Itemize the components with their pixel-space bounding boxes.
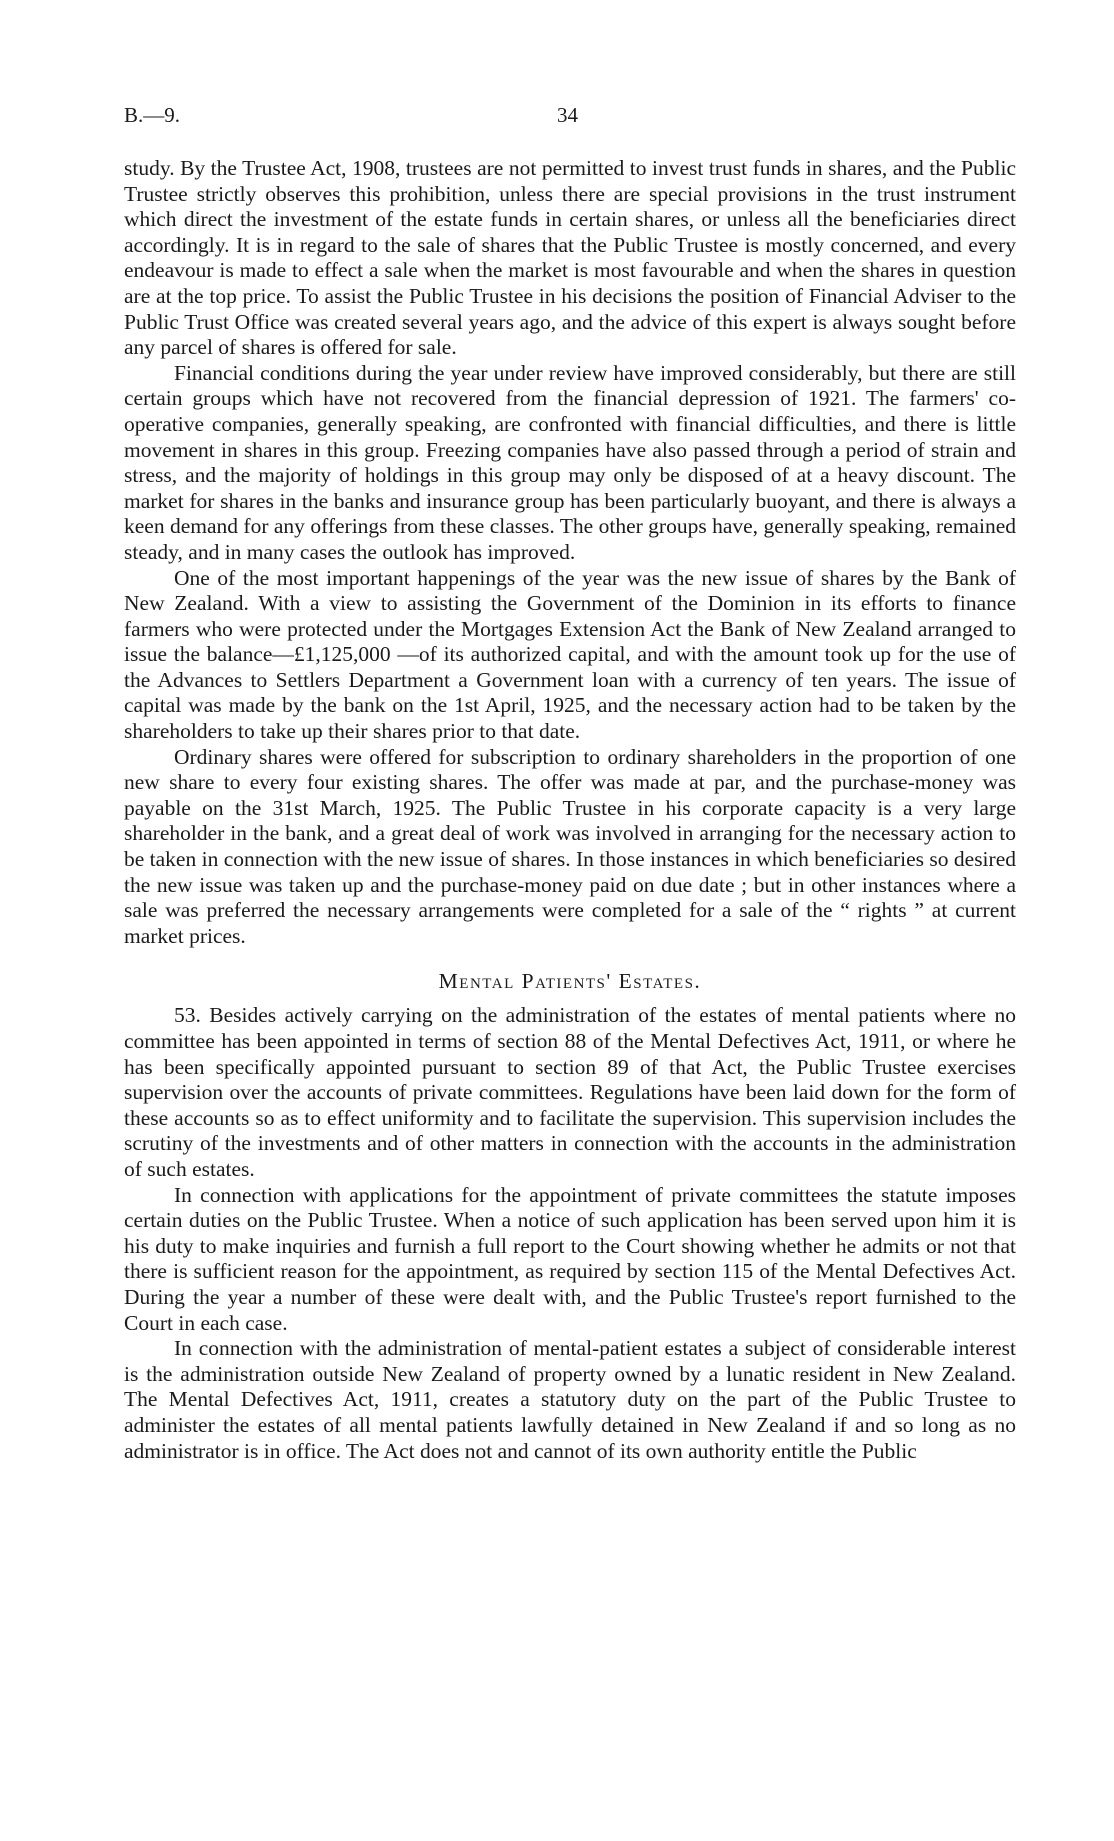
paragraph-bank-new-issue: One of the most important happenings of the year was the new issue of shares by the Bank of New Zealand. With a view to assisting the Government of the Dominion in its efforts to finance farmers who were protected under the Mortgages Extension Act the Bank of New Zealand arranged to issue the balance—£1,125,000 —of its authorized capital, and with the amount took up for the use of the Advances to Settlers Department a Government loan with a currency of ten years. The issue of capital was made by the bank on the 1st April, 1925, and the necessary action had to be taken by the shareholders to take up their shares prior to that date. [124,565,1016,744]
page-number: 34 [557,103,578,127]
page-header [124,103,994,133]
paragraph-ordinary-shares: Ordinary shares were offered for subscription to ordinary shareholders in the proportion of one new share to every four existing shares. The offer was made at par, and the purchase-money was payable on the 31st March, 1925. The Public Trustee in his corporate capacity is a very large shareholder in the bank, and a great deal of work was involved in arranging for the necessary action to be taken in connection with the new issue of shares. In those instances in which beneficiaries so desired the new issue was taken up and the purchase-money paid on due date ; but in other instances where a sale was preferred the necessary arrangements were completed for a sale of the “ rights ” at current market prices. [124,744,1016,948]
document-reference: B.—9. [124,103,181,127]
section-heading-mental-patients: Mental Patients' Estates. [438,969,702,994]
paragraph-private-committees: In connection with applications for the appointment of private committees the statute imposes certain duties on the Public Trustee. When a notice of such application has been served upon him it is his duty to make inquiries and furnish a full report to the Court showing whether he admits or not that there is sufficient reason for the appointment, as required by section 115 of the Mental Defectives Act. During the year a number of these were dealt with, and the Public Trustee's report furnished to the Court in each case. [124,1182,1016,1335]
paragraph-administration-outside: In connection with the administration of mental-patient estates a subject of considerable interest is the administration outside New Zealand of property owned by a lunatic resident in New Zealand. The Mental Defectives Act, 1911, creates a statutory duty on the part of the Public Trustee to administer the estates of all mental patients lawfully detained in New Zealand if and so long as no administrator is in office. The Act does not and cannot of its own authority entitle the Public [124,1336,1016,1463]
paragraph-53-supervision: 53. Besides actively carrying on the administration of the estates of mental patients where no committee has been appointed in terms of section 88 of the Mental Defectives Act, 1911, or where he has been specifically appointed pursuant to section 89 of that Act, the Public Trustee exercises supervision over the accounts of private committees. Regulations have been laid down for the form of these accounts so as to effect uniformity and to facilitate the supervision. This supervision includes the scrutiny of the investments and of other matters in connection with the accounts in the administration of such estates. [124,1003,1016,1181]
body-text [124,156,1016,1464]
paragraph-financial-conditions: Financial conditions during the year under review have improved considerably, but there are still certain groups which have not recovered from the financial depression of 1921. The farmers' co-operative companies, generally speaking, are confronted with financial difficulties, and there is little movement in shares in this group. Freezing companies have also passed through a period of strain and stress, and the majority of holdings in this group may only be disposed of at a heavy discount. The market for shares in the banks and insurance group has been particularly buoyant, and there is always a keen demand for any offerings from these classes. The other groups have, generally speaking, remained steady, and in many cases the outlook has improved. [124,360,1016,564]
paragraph-shares-continued: study. By the Trustee Act, 1908, trustees are not permitted to invest trust funds in shares, and the Public Trustee strictly observes this prohibition, unless there are special provisions in the trust instrument which direct the investment of the estate funds in certain shares, or unless all the beneficiaries direct accordingly. It is in regard to the sale of shares that the Public Trustee is mostly concerned, and every endeavour is made to effect a sale when the market is most favourable and when the shares in question are at the top price. To assist the Public Trustee in his decisions the position of Financial Adviser to the Public Trust Office was created several years ago, and the advice of this expert is always sought before any parcel of shares is offered for sale. [124,156,1016,360]
